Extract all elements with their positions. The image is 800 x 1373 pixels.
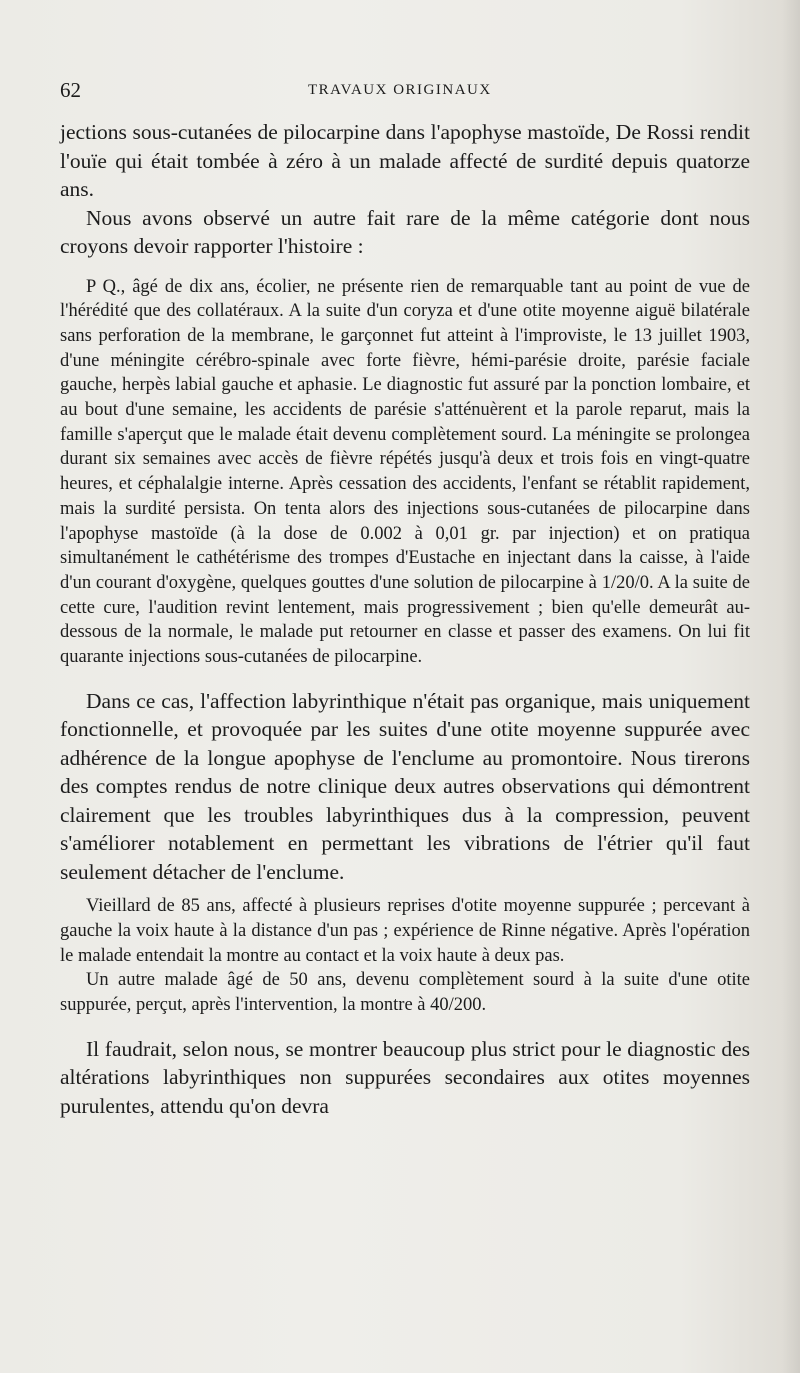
page-number: 62 <box>60 78 81 102</box>
paragraph-case-report: P Q., âgé de dix ans, écolier, ne présente rien de remarquable tant au point de vue de l'hérédité que des collatéraux. A la suite d'un coryza et d'une otite moyenne aiguë bilatérale sans perforation de la membrane, le garçonnet fut atteint à l'improviste, le 13 juillet 1903, d'une méningite cérébro-spinale avec forte fièvre, hémi-parésie droite, parésie faciale gauche, herpès labial gauche et aphasie. Le diagnostic fut assuré par la ponction lombaire, et au bout d'une semaine, les accidents de parésie s'atténuèrent et la parole reparut, mais la famille s'aperçut que le malade était devenu complètement sourd. La méningite se prolongea durant six semaines avec accès de fièvre répétés jusqu'à deux et trois fois en vingt-quatre heures, et céphalalgie interne. Après cessation des accidents, l'enfant se rétablit rapidement, mais la surdité persista. On tenta alors des injections sous-cutanées de pilocarpine dans l'apophyse mastoïde (à la dose de 0.002 à 0,01 gr. par injection) et on pratiqua simultanément le cathétérisme des trompes d'Eustache en injectant dans la caisse, à l'aide d'un courant d'oxygène, quelques gouttes d'une solution de pilocarpine à 1/20/0. A la suite de cette cure, l'audition revint lentement, mais progressivement ; bien qu'elle demeurât au-dessous de la normale, le malade put retourner en classe et passer des examens. On lui fit quarante injections sous-cutanées de pilocarpine. <box>60 276 750 668</box>
paragraph-conclusion: Il faudrait, selon nous, se montrer beaucoup plus strict pour le diagnostic des altérations labyrinthiques non suppurées secondaires aux otites moyennes purulentes, attendu qu'on devra <box>60 1036 750 1118</box>
paragraph-intro-continuation: jections sous-cutanées de pilocarpine dans l'apophyse mastoïde, De Rossi rendit l'ouïe qui était tombée à zéro à un malade affecté de surdité depuis quatorze ans. <box>60 120 750 201</box>
running-title: TRAVAUX ORIGINAUX <box>308 82 492 98</box>
page-header <box>60 78 740 102</box>
paragraph-discussion: Dans ce cas, l'affection labyrinthique n'était pas organique, mais uniquement fonctionnelle, et provoquée par les suites d'une otite moyenne suppurée avec adhérence de la longue apophyse de l'enclume au promontoire. Nous tirerons des comptes rendus de notre clinique deux autres observations qui démontrent clairement que les troubles labyrinthiques dus à la compression, peuvent s'améliorer notablement en permettant les vibrations de l'étrier qu'il faut seulement détacher de l'enclume. <box>60 688 750 884</box>
paragraph-observation-2: Un autre malade âgé de 50 ans, devenu complètement sourd à la suite d'une otite suppurée, perçut, après l'intervention, la montre à 40/200. <box>60 970 750 1016</box>
page-body <box>60 118 750 1120</box>
paragraph-intro-case: Nous avons observé un autre fait rare de la même catégorie dont nous croyons devoir rapporter l'histoire : <box>60 205 750 258</box>
paragraph-observation-1: Vieillard de 85 ans, affecté à plusieurs reprises d'otite moyenne suppurée ; percevant à gauche la voix haute à la distance d'un pas ; expérience de Rinne négative. Après l'opération le malade entendait la montre au contact et la voix haute à deux pas. <box>60 896 750 966</box>
page-edge-shadow <box>782 0 800 1373</box>
